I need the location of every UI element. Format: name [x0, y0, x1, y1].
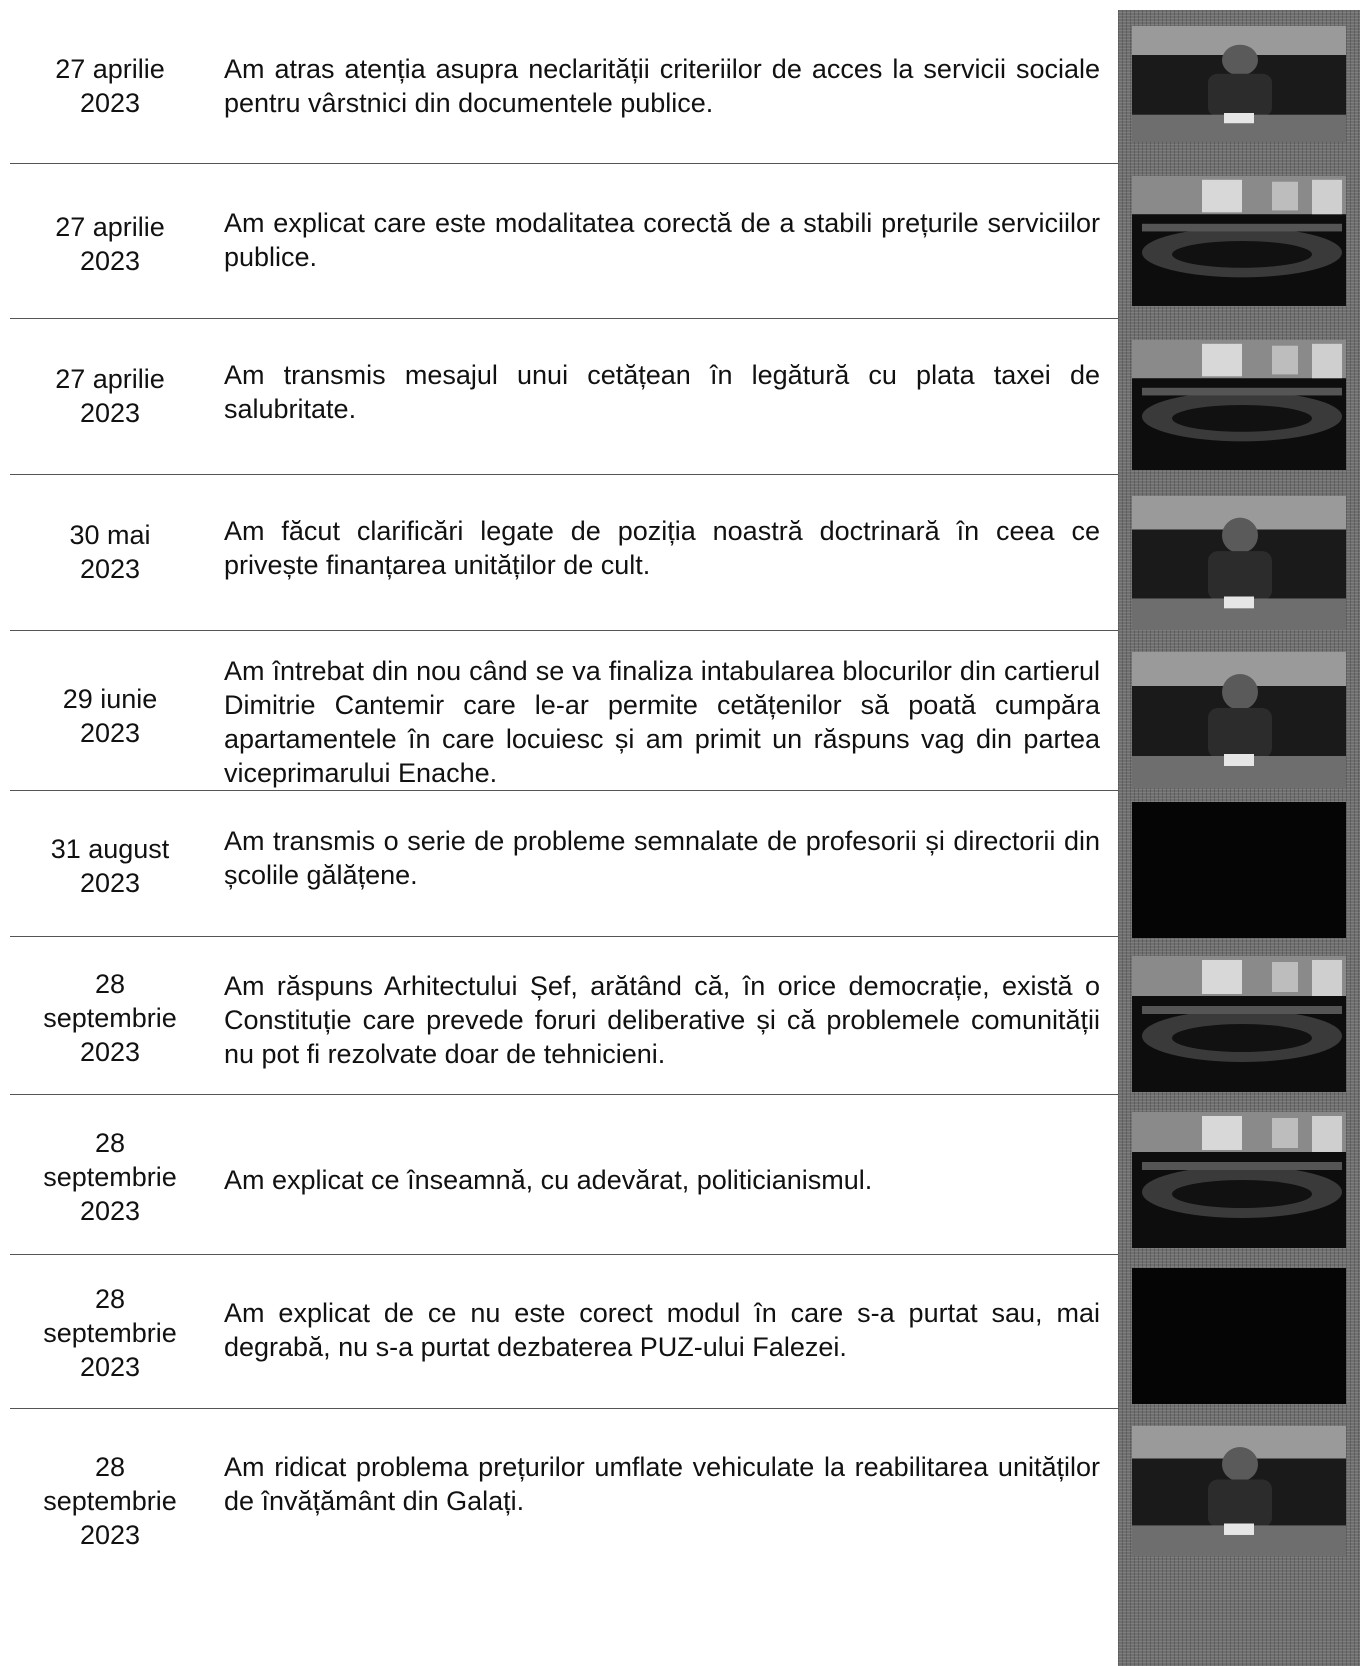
- entry-date-line: septembrie: [43, 1003, 177, 1033]
- dark-photo: [1132, 802, 1346, 938]
- entry-date-line: 2023: [79, 718, 141, 748]
- entry-date: [30, 204, 190, 284]
- entry-date: [30, 826, 190, 906]
- entry-description: [224, 1444, 1100, 1524]
- entry-date-line: 27 aprilie: [55, 54, 165, 84]
- entry-description: [224, 1290, 1100, 1370]
- row-divider: [10, 1094, 1118, 1095]
- entry-text: Am întrebat din nou când se va finaliza intabularea blocurilor din cartierul Dimitrie Cantemir care le-ar permite cetățenilor să poată cumpăra apartamentele în care locuiesc și am primit un răspuns vag din partea viceprimarului Enache.: [224, 656, 1100, 788]
- entry-date-line: 28: [94, 1452, 126, 1482]
- entry-date: [30, 30, 190, 142]
- council-speaker-photo: [1132, 496, 1346, 630]
- entry-date-line: septembrie: [43, 1486, 177, 1516]
- entry-date-line: 2023: [79, 1037, 141, 1067]
- entry-date-line: 2023: [79, 1352, 141, 1382]
- council-speaker-photo: [1132, 1426, 1346, 1556]
- entry-date-line: septembrie: [43, 1318, 177, 1348]
- entry-date-line: 31 august: [50, 834, 170, 864]
- entry-date-line: 27 aprilie: [55, 212, 165, 242]
- entry-date: [30, 1272, 190, 1394]
- entry-date-line: 28: [94, 969, 126, 999]
- entry-description: [224, 964, 1100, 1076]
- entry-date-line: 2023: [79, 554, 141, 584]
- row-divider: [10, 474, 1118, 475]
- entry-text: Am explicat care este modalitatea corectă de a stabili prețurile serviciilor publice.: [224, 208, 1100, 272]
- dark-photo: [1132, 1268, 1346, 1404]
- entry-text: Am atras atenția asupra neclarității criteriilor de acces la servicii sociale pentru vârstnici din documentele publice.: [224, 54, 1100, 118]
- entry-date-line: 2023: [79, 88, 141, 118]
- entry-description: [224, 508, 1100, 588]
- entry-description: [224, 30, 1100, 142]
- entry-date-line: 28: [94, 1284, 126, 1314]
- row-divider: [10, 318, 1118, 319]
- council-speaker-photo: [1132, 26, 1346, 142]
- entry-text: Am făcut clarificări legate de poziția noastră doctrinară în ceea ce privește finanțarea unităților de cult.: [224, 516, 1100, 580]
- row-divider: [10, 790, 1118, 791]
- entry-text: Am ridicat problema prețurilor umflate vehiculate la reabilitarea unităților de învățământ din Galați.: [224, 1452, 1100, 1516]
- entry-text: Am răspuns Arhitectului Șef, arătând că, în orice democrație, există o Constituție care prevede foruri deliberative și că problemele comunității nu pot fi rezolvate doar de tehnicieni.: [224, 971, 1100, 1069]
- entry-date-line: 2023: [79, 1520, 141, 1550]
- entry-text: Am explicat de ce nu este corect modul în care s-a purtat sau, mai degrabă, nu s-a purtat dezbaterea PUZ-ului Falezei.: [224, 1298, 1100, 1362]
- council-room-photo: [1132, 1112, 1346, 1248]
- row-divider: [10, 163, 1118, 164]
- council-room-photo: [1132, 340, 1346, 470]
- row-divider: [10, 1408, 1118, 1409]
- entry-description: [224, 1140, 1100, 1220]
- entry-text: Am transmis mesajul unui cetățean în legătură cu plata taxei de salubritate.: [224, 360, 1100, 424]
- entry-date-line: 2023: [79, 1196, 141, 1226]
- row-divider: [10, 1254, 1118, 1255]
- entry-date: [30, 962, 190, 1074]
- row-divider: [10, 936, 1118, 937]
- council-room-photo: [1132, 176, 1346, 306]
- entry-description: [224, 352, 1100, 432]
- entry-description: [224, 818, 1100, 898]
- entry-description: [224, 200, 1100, 280]
- entry-date-line: 30 mai: [69, 520, 151, 550]
- entry-date: [30, 356, 190, 436]
- row-divider: [10, 630, 1118, 631]
- entry-date-line: 27 aprilie: [55, 364, 165, 394]
- entry-date-line: 29 iunie: [62, 684, 158, 714]
- entry-date-line: 2023: [79, 246, 141, 276]
- entry-date-line: 2023: [79, 868, 141, 898]
- entry-date-line: 2023: [79, 398, 141, 428]
- entry-date-line: 28: [94, 1128, 126, 1158]
- council-room-photo: [1132, 956, 1346, 1092]
- entry-date: [30, 1116, 190, 1238]
- entry-text: Am transmis o serie de probleme semnalate de profesorii și directorii din școlile gălățene.: [224, 826, 1100, 890]
- entry-description: [224, 650, 1100, 794]
- council-speaker-photo: [1132, 652, 1346, 788]
- entry-date: [30, 1440, 190, 1562]
- entry-text: Am explicat ce înseamnă, cu adevărat, politicianismul.: [224, 1165, 873, 1195]
- entry-date: [30, 676, 190, 756]
- entry-date-line: septembrie: [43, 1162, 177, 1192]
- entry-date: [30, 512, 190, 592]
